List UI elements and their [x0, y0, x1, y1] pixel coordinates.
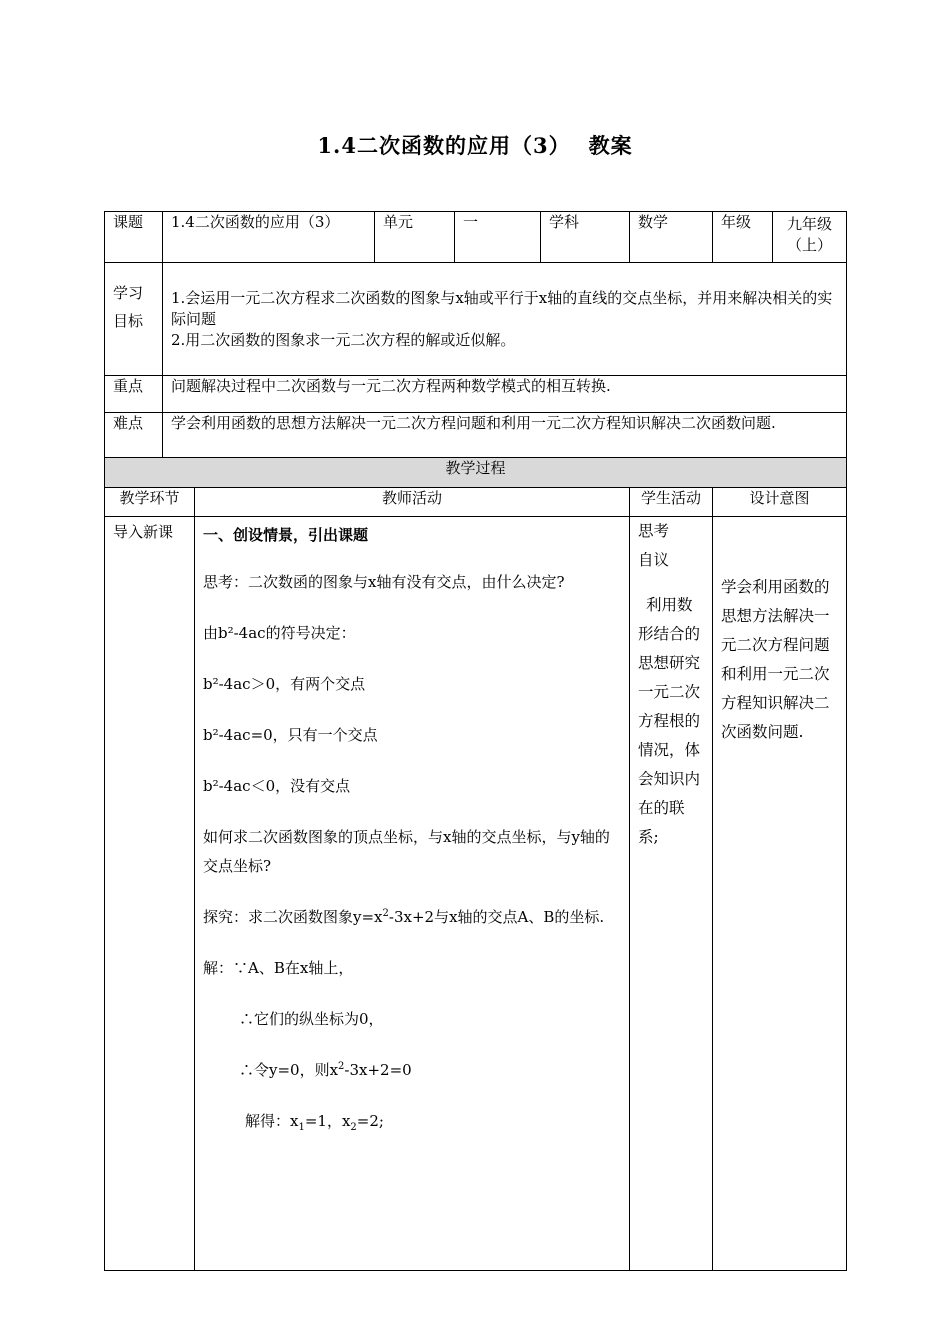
difficulty-row: [105, 413, 847, 458]
teacher-explore: [203, 903, 621, 932]
goals-row: [105, 263, 847, 376]
process-columns-row: [105, 488, 847, 517]
teacher-think: 思考：二次数函的图象与x轴有没有交点，由什么决定?: [203, 573, 565, 591]
col-stage: 教学环节: [105, 488, 195, 517]
title-main: 1.4二次函数的应用（3）: [317, 133, 571, 158]
goals-label-line-2: 目标: [113, 312, 144, 330]
teacher-case-1: b²-4ac＞0，有两个交点: [203, 675, 366, 693]
explore-pre: 探究：求二次函数图象y=x: [203, 908, 383, 926]
solution-line-1: 解：∵A、B在x轴上，: [203, 959, 354, 977]
goals-label-line-1: 学习: [113, 284, 144, 302]
teacher-case-2: b²-4ac=0，只有一个交点: [203, 726, 378, 744]
sol4-post: =2;: [356, 1112, 384, 1130]
col-design: 设计意图: [713, 488, 847, 517]
sol4-mid: =1，x: [304, 1112, 351, 1130]
grade-value-line-2: （上）: [787, 236, 833, 254]
goal-item-1: 1.会运用一元二次方程求二次函数的图象与x轴或平行于x轴的直线的交点坐标，并用来解决相关的实际问题: [171, 289, 833, 328]
solution-line-2: ∴它们的纵坐标为0，: [239, 1010, 384, 1028]
grade-label: 年级: [713, 212, 773, 263]
student-para: 利用数形结合的思想研究一元二次方程根的情况，体会知识内在的联系;: [638, 596, 701, 846]
explore-sup: 2: [382, 908, 389, 919]
design-intent: 学会利用函数的思想方法解决一元二次方程问题和利用一元二次方程知识解决二次函数问题.: [713, 517, 847, 1271]
student-activity: [630, 517, 713, 1271]
teacher-case-3: b²-4ac＜0，没有交点: [203, 777, 351, 795]
difficulty-label: 难点: [105, 413, 163, 458]
difficulty-text: 学会利用函数的思想方法解决一元二次方程问题和利用一元二次方程知识解决二次函数问题.: [163, 413, 847, 458]
sol3-post: -3x+2=0: [344, 1061, 412, 1079]
key-point-row: [105, 376, 847, 413]
header-row: [105, 212, 847, 263]
topic-value: 1.4二次函数的应用（3）: [163, 212, 375, 263]
process-title: 教学过程: [105, 458, 847, 488]
goals-text: [163, 263, 847, 376]
goals-label: [105, 263, 163, 376]
grade-value-line-1: 九年级: [787, 215, 833, 233]
teacher-determined: 由b²-4ac的符号决定：: [203, 624, 356, 642]
sol4-sub1: 1: [298, 1122, 305, 1133]
student-line-1: 思考: [638, 522, 670, 540]
sol3-sup: 2: [338, 1061, 345, 1072]
teacher-heading: 一、创设情景，引出课题: [203, 526, 369, 544]
solution-line-3: [203, 1056, 621, 1085]
lesson-plan-table: [104, 211, 847, 1271]
sol4-sub2: 2: [350, 1122, 357, 1133]
topic-label: 课题: [105, 212, 163, 263]
page-title: [0, 130, 950, 160]
goal-item-2: 2.用二次函数的图象求一元二次方程的解或近似解。: [171, 331, 516, 349]
title-suffix: 教案: [588, 133, 633, 158]
teacher-activity: [195, 517, 630, 1271]
col-teacher: 教师活动: [195, 488, 630, 517]
sol3-pre: ∴令y=0，则x: [239, 1061, 339, 1079]
grade-value: [773, 212, 847, 263]
teacher-question: 如何求二次函数图象的顶点坐标，与x轴的交点坐标，与y轴的交点坐标?: [203, 828, 610, 875]
unit-value: 一: [455, 212, 541, 263]
col-student: 学生活动: [630, 488, 713, 517]
unit-label: 单元: [375, 212, 455, 263]
process-body-row: [105, 517, 847, 1271]
sol4-pre: 解得：x: [245, 1112, 299, 1130]
subject-label: 学科: [541, 212, 630, 263]
subject-value: 数学: [630, 212, 713, 263]
stage-cell: 导入新课: [105, 517, 195, 1271]
explore-post: -3x+2与x轴的交点A、B的坐标.: [388, 908, 605, 926]
solution-line-4: [203, 1107, 621, 1136]
student-line-2: 自议: [638, 551, 670, 569]
process-title-row: [105, 458, 847, 488]
key-point-text: 问题解决过程中二次函数与一元二次方程两种数学模式的相互转换.: [163, 376, 847, 413]
key-point-label: 重点: [105, 376, 163, 413]
